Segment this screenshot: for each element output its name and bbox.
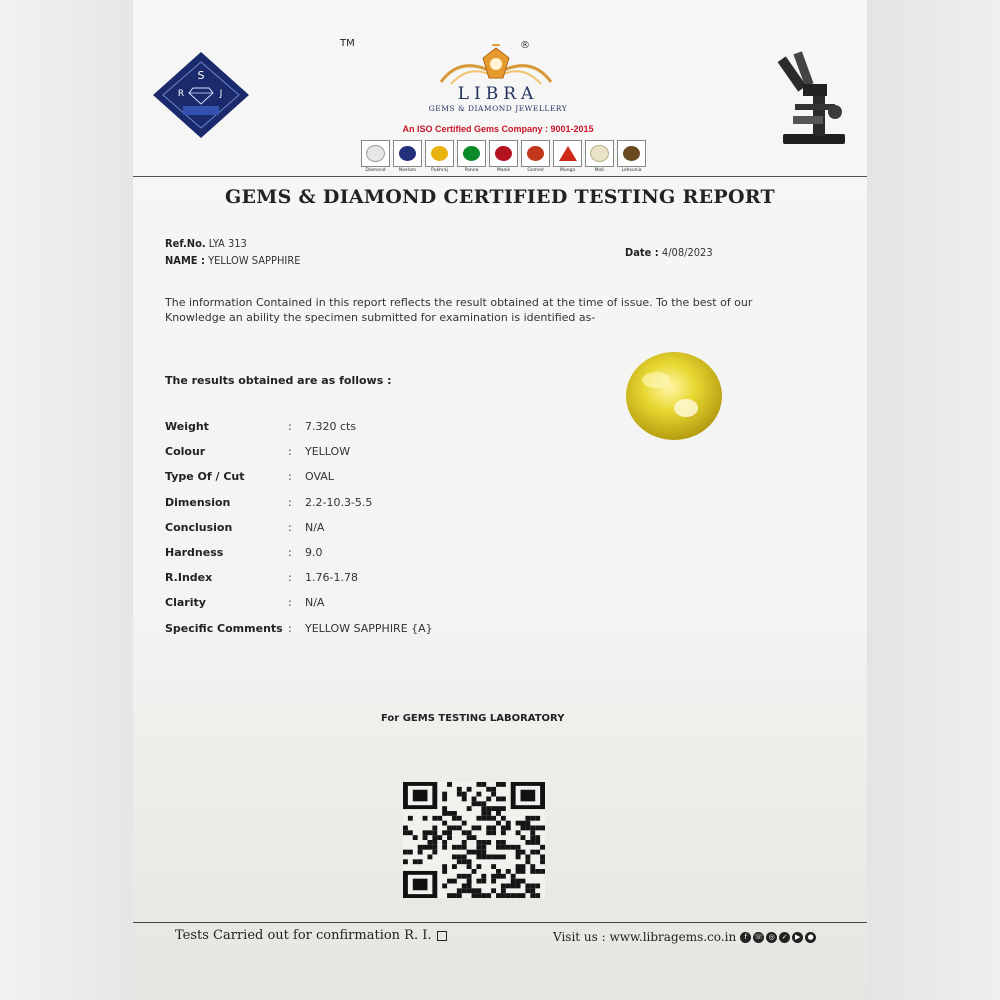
diamond-gem-icon xyxy=(366,145,385,162)
svg-text:J: J xyxy=(219,89,223,99)
gem-neelam: Neelam xyxy=(393,140,422,173)
srj-logo-icon xyxy=(153,52,249,138)
munga-gem-icon xyxy=(559,146,577,161)
gem-diamond: Diamond xyxy=(361,140,390,173)
header-divider xyxy=(133,176,867,177)
twitter-icon[interactable]: ✓ xyxy=(779,932,790,943)
whatsapp-icon[interactable]: ☏ xyxy=(754,932,764,941)
brand-name: LIBRA xyxy=(457,84,539,104)
instagram-icon[interactable]: ◎ xyxy=(766,932,777,943)
specimen-name: NAME : YELLOW SAPPHIRE xyxy=(165,254,301,267)
gem-pukhraj: Pukhraj xyxy=(425,140,454,173)
gem-icons-row xyxy=(361,140,646,173)
footer-confirmation: Tests Carried out for confirmation R. I. xyxy=(175,928,447,943)
reference-number: Ref.No. LYA 313 xyxy=(165,237,247,250)
background-right xyxy=(867,0,1000,1000)
brand-subtitle: GEMS & DIAMOND JEWELLERY xyxy=(428,104,568,113)
pukhraj-gem-icon xyxy=(431,146,448,161)
facebook-icon[interactable]: f xyxy=(740,932,751,943)
lab-signature-line: For GEMS TESTING LABORATORY xyxy=(381,713,565,724)
background-left xyxy=(0,0,133,1000)
panna-gem-icon xyxy=(463,146,480,161)
iso-certification: An ISO Certified Gems Company : 9001-2015 xyxy=(402,124,594,134)
gomed-gem-icon xyxy=(527,146,544,161)
checkbox-square-icon xyxy=(437,931,447,941)
microscope-icon xyxy=(773,50,853,146)
camera-icon[interactable]: ● xyxy=(805,932,816,943)
trademark-mark: TM xyxy=(340,38,355,49)
report-title: GEMS & DIAMOND CERTIFIED TESTING REPORT xyxy=(224,186,775,208)
neelam-gem-icon xyxy=(399,146,416,161)
report-date: Date : 4/08/2023 xyxy=(625,246,713,259)
results-heading: The results obtained are as follows : xyxy=(165,374,392,387)
yellow-sapphire-photo xyxy=(620,350,724,442)
lehsunia-gem-icon xyxy=(623,146,640,161)
qr-code-icon[interactable] xyxy=(403,782,545,898)
svg-text:R: R xyxy=(177,89,185,99)
gem-manik: Manik xyxy=(489,140,518,173)
moti-gem-icon xyxy=(590,145,609,162)
registered-mark: ® xyxy=(520,40,530,51)
youtube-icon[interactable]: ▶ xyxy=(792,932,803,943)
footer-website xyxy=(553,930,816,944)
certificate-document: S R J TM ® LIBRA GEMS & DIAMOND JEWELLERY An ISO Certified Gems Company : 9001-2015 Diamond Neelam Pukhraj Panna Manik Gomed Munga Moti Lehsunia GEMS & DIAMOND CERTIFIED TESTING REPORT Ref.No. LYA 313 NAME : YELLOW SAPPHIRE Date : 4/08/2023 The information Contained in this report reflects the result obtained at the time of issue. To the best of our Knowledge an ability the specimen submitted for examination is identified as- The results obtained are as follows : Weight : 7.320 cts Colour : YELLOW Type Of / Cut : OVAL Dimension : 2.2-10.3-5.5 Conclusion : N/A Hardness : 9.0 R.Index : 1.76-1.78 Clarity : N/A Specific Comments : YELLOW SAPPHIRE {A} For GEMS TESTING LABORATORY Tests Carried out for confirmation R. I. Visit us : www.libragems.co.in f ☏ ◎ ✓ ▶ ● xyxy=(133,0,867,1000)
gem-moti: Moti xyxy=(585,140,614,173)
gem-munga: Munga xyxy=(553,140,582,173)
manik-gem-icon xyxy=(495,146,512,161)
gem-panna: Panna xyxy=(457,140,486,173)
libra-emblem-icon xyxy=(431,44,561,88)
gem-lehsunia: Lehsunia xyxy=(617,140,646,173)
social-icons xyxy=(740,932,816,943)
svg-text:S: S xyxy=(197,69,205,82)
intro-paragraph: The information Contained in this report reflects the result obtained at the time of issue. To the best of our Knowledge an ability the specimen submitted for examination is identified as- xyxy=(165,296,753,324)
website-link[interactable]: Visit us : www.libragems.co.in xyxy=(553,930,737,944)
footer-divider xyxy=(133,922,867,923)
gem-gomed: Gomed xyxy=(521,140,550,173)
